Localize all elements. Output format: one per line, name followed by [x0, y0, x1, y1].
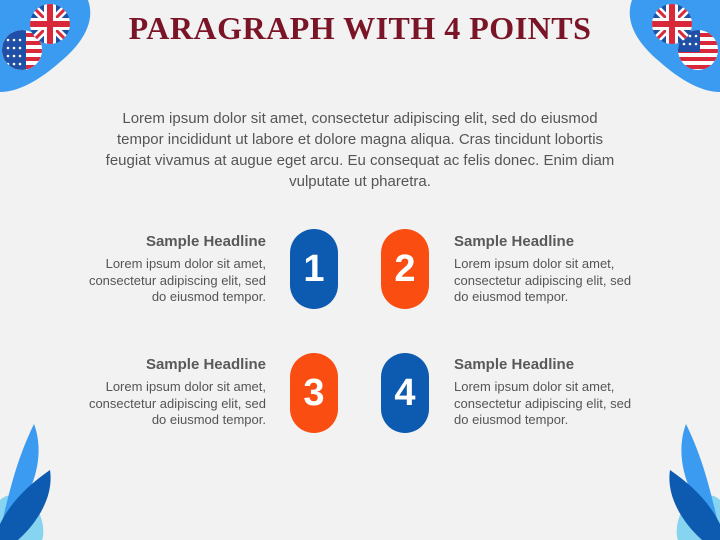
point-2 [454, 233, 644, 306]
slide-title: PARAGRAPH WITH 4 POINTS [128, 10, 592, 46]
point-3-headline: Sample Headline [145, 356, 266, 373]
point-4 [454, 356, 644, 429]
number-badge-3: 3 [290, 353, 338, 433]
intro-paragraph: Lorem ipsum dolor sit amet, consectetur adipiscing elit, sed do eiusmod tempor incididunt ut labore et dolore magna aliqua. Cras tincidunt lobortis feugiat vivamus at augue eget arcu. Eu consequat ac felis donec. Enim diam vulputate ut pharetra. [105, 110, 615, 190]
number-badge-1: 1 [290, 229, 338, 309]
leaf-decoration [0, 420, 60, 540]
leaf-decoration [660, 420, 720, 540]
point-3 [76, 356, 266, 429]
number-badge-2: 2 [381, 229, 429, 309]
point-3-text: Lorem ipsum dolor sit amet, consectetur adipiscing elit, sed do eiusmod tempor. [88, 379, 266, 427]
point-2-text: Lorem ipsum dolor sit amet, consectetur adipiscing elit, sed do eiusmod tempor. [454, 256, 632, 304]
point-1-text: Lorem ipsum dolor sit amet, consectetur adipiscing elit, sed do eiusmod tempor. [88, 256, 266, 304]
point-1-headline: Sample Headline [145, 233, 266, 250]
point-4-text: Lorem ipsum dolor sit amet, consectetur adipiscing elit, sed do eiusmod tempor. [454, 379, 632, 427]
point-4-headline: Sample Headline [454, 356, 575, 373]
point-1 [76, 233, 266, 306]
number-badge-4: 4 [381, 353, 429, 433]
point-2-headline: Sample Headline [454, 233, 575, 250]
